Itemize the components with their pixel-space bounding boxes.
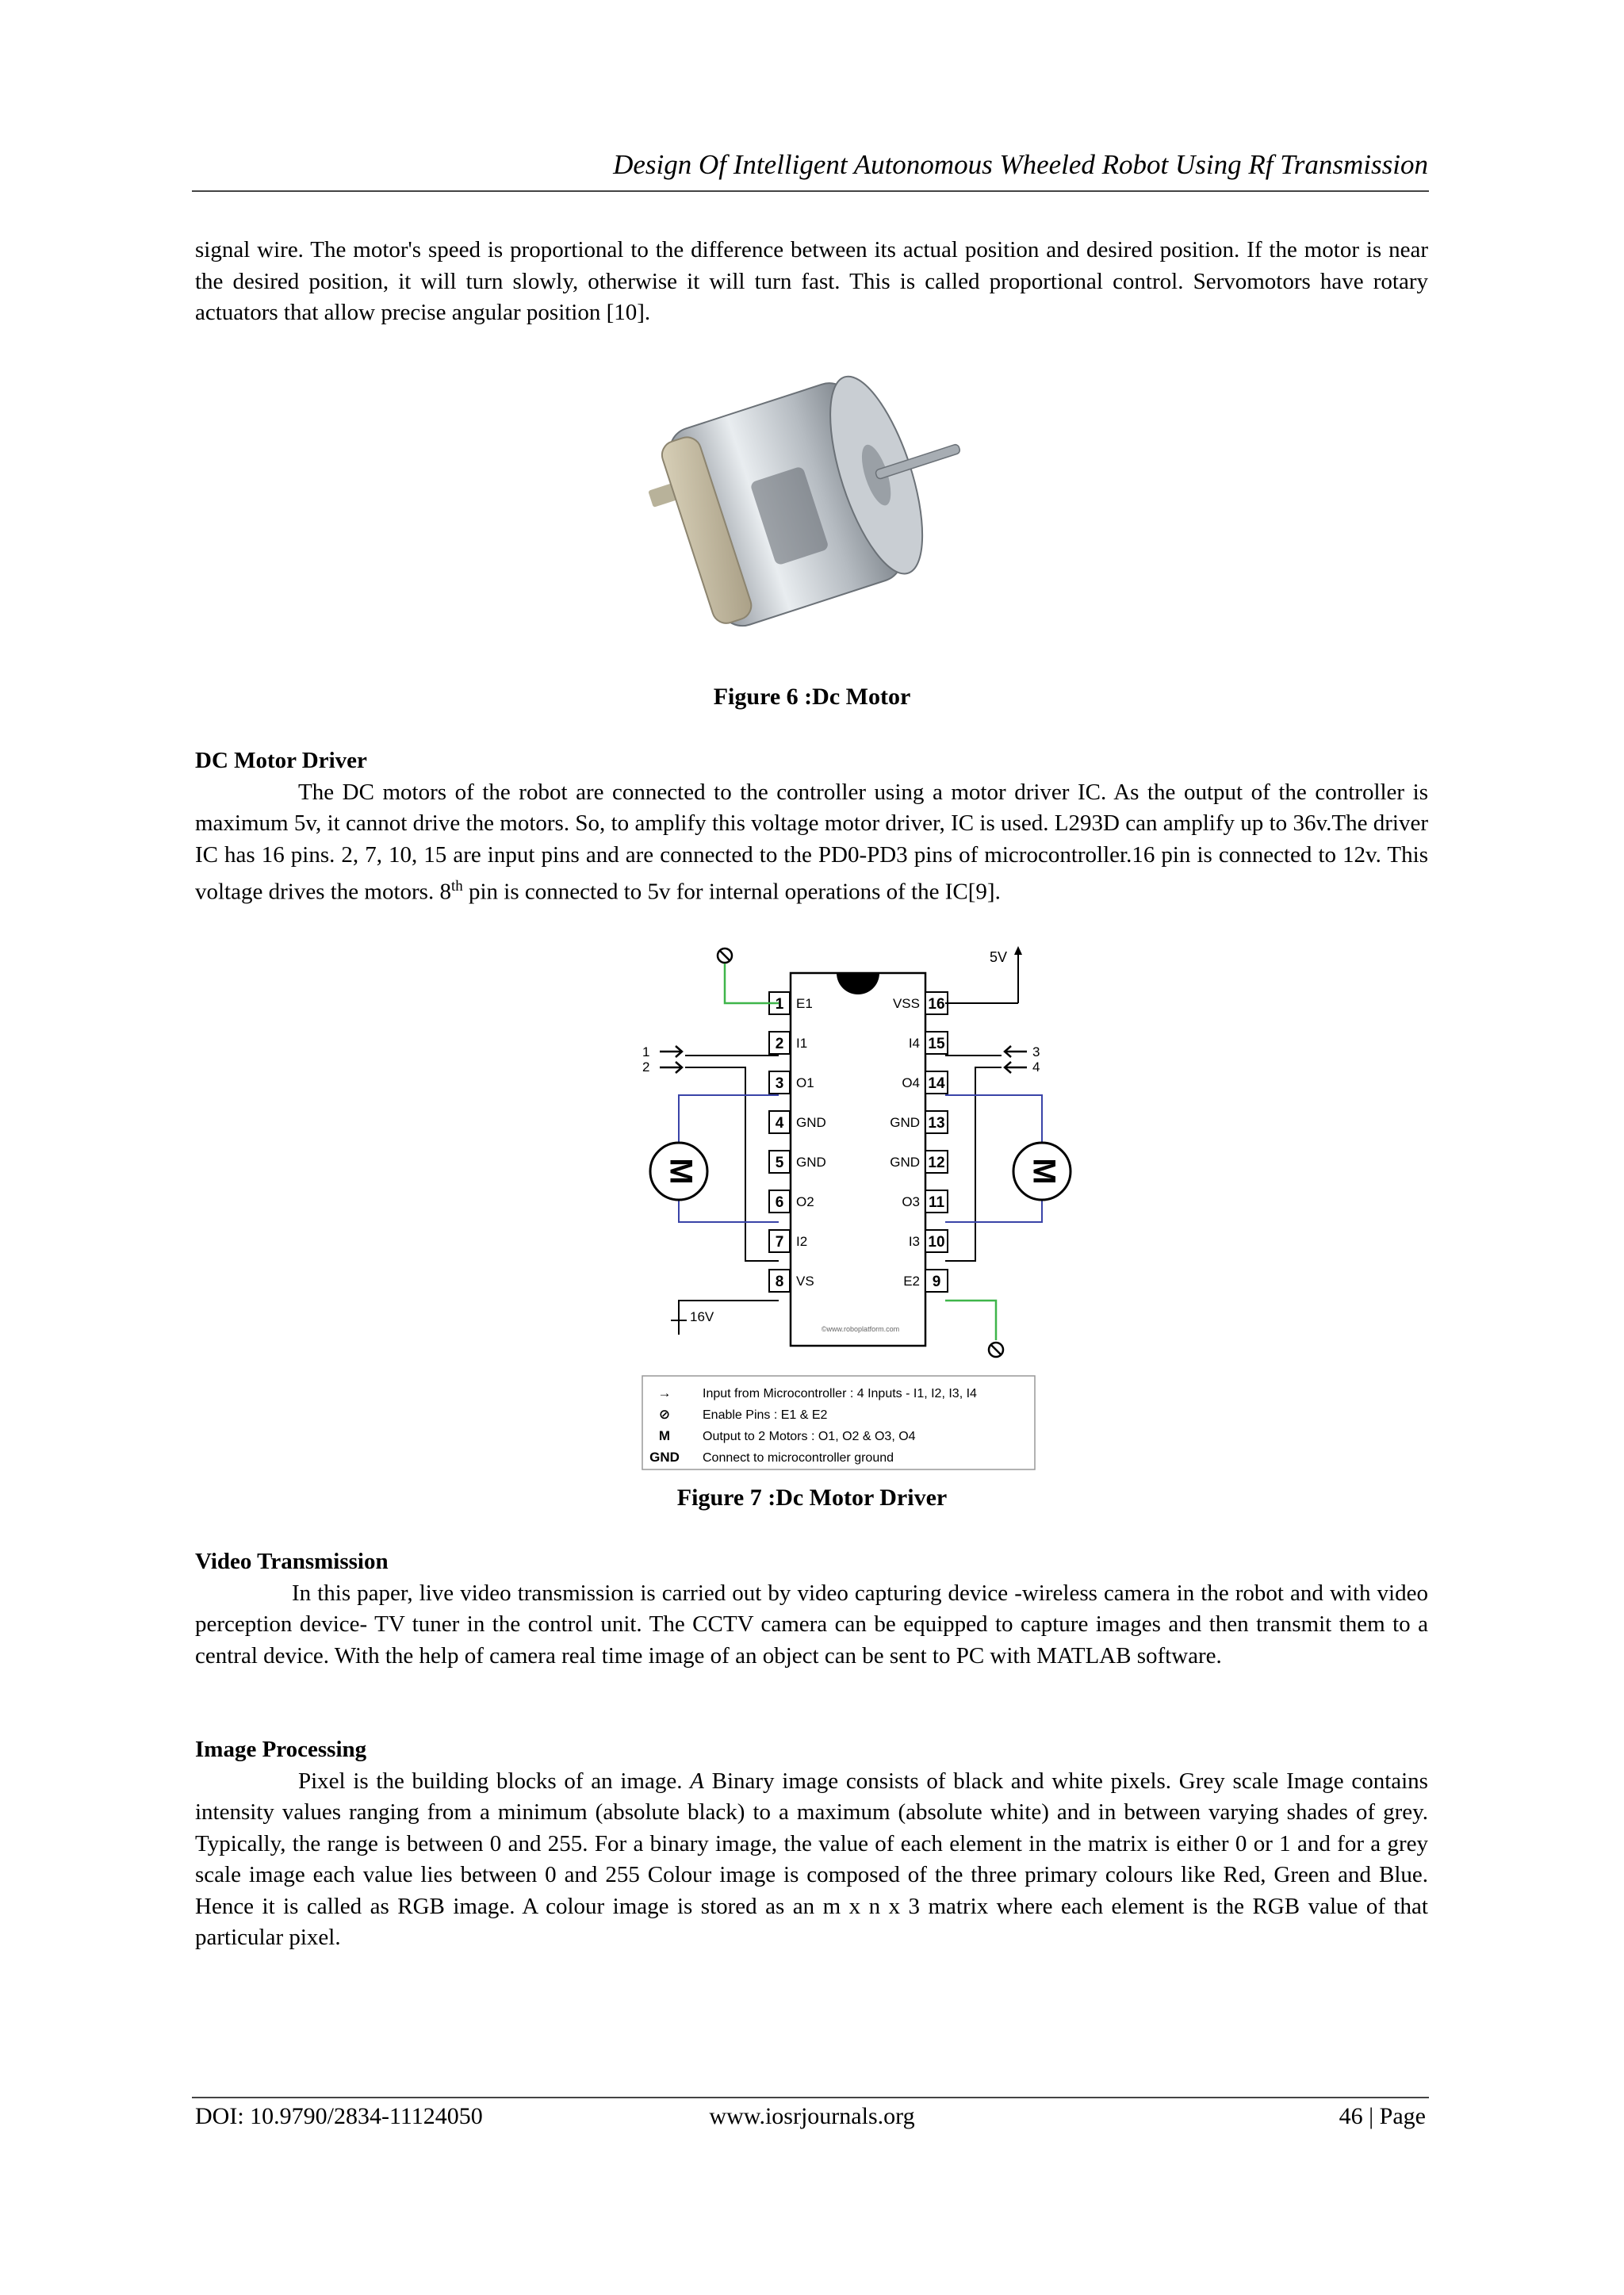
i3-wire (945, 1067, 1002, 1261)
intro-paragraph (195, 235, 1428, 329)
pin-label-right: O3 (902, 1194, 920, 1209)
watermark: ©www.roboplatform.com (821, 1325, 900, 1333)
ordinal-superscript: th (450, 878, 463, 895)
image-processing-part-b: Binary image consists of black and white pixels. Grey scale Image contains intensity values ranging from a minimum (absolute black) to a maximum (absolute white) and in between varying shades of grey. Typically, the range is between 0 and 255. For a binary image, the value of each element in the matrix is either 0 or 1 and for a grey scale image each value lies between 0 and 255 Colour image is composed of the three primary colours like Red, Green and Blue. Hence it is called as RGB image. A colour image is stored as an m x n x 3 matrix where each element is the RGB value of that particular pixel. (195, 1768, 1428, 1950)
pin-number-left: 8 (775, 1274, 784, 1290)
pin-number-left: 4 (775, 1115, 784, 1132)
o3-wire (945, 1200, 1042, 1222)
intro-text: signal wire. The motor's speed is proportional to the difference between its actual position and desired position. If the motor is near the desired position, it will turn slowly, otherwise it will turn fast. This is called proportional control. Servomotors have rotary actuators that allow precise angular position [10]. (195, 237, 1428, 325)
e2-wire (945, 1301, 996, 1340)
legend-text: Connect to microcontroller ground (703, 1451, 894, 1465)
pin-number-left: 2 (775, 1036, 784, 1052)
figure-7-caption: Figure 7 :Dc Motor Driver (676, 1485, 948, 1511)
footer-site: www.iosrjournals.org (709, 2103, 915, 2129)
pin-label-left: I2 (796, 1234, 808, 1249)
figure-6-caption: Figure 6 :Dc Motor (713, 684, 911, 710)
pin-label-left: GND (796, 1155, 826, 1170)
dc-motor-figure (619, 349, 991, 642)
legend-text: Enable Pins : E1 & E2 (703, 1408, 828, 1422)
driver-text-part-1: The DC motors of the robot are connected to the controller using a motor driver IC. As the output of the controller is maximum 5v, it cannot drive the motors. So, to amplify this voltage motor driver, IC is used. L293D can amplify up to 36v.The driver IC has 16 pins. 2, 7, 10, 15 are input pins and are connected to the PD0-PD3 pins of microcontroller.16 pin is connected to 12v. This voltage drives the motors. 8 (195, 779, 1428, 905)
vs-16v-label: 16V (690, 1309, 714, 1324)
pin-label-left: O2 (796, 1194, 814, 1209)
video-transmission-heading: Video Transmission (195, 1549, 389, 1574)
l293d-pinout-diagram (626, 940, 1062, 1475)
footer-doi: DOI: 10.9790/2834-11124050 (195, 2103, 483, 2129)
input-num-3: 3 (1032, 1044, 1040, 1059)
image-processing-italic: A (690, 1768, 704, 1794)
pin-number-right: 10 (928, 1234, 945, 1251)
pin-number-right: 12 (928, 1155, 945, 1171)
running-title: Design Of Intelligent Autonomous Wheeled Robot Using Rf Transmission (613, 149, 1428, 180)
pin-label-left: O1 (796, 1075, 814, 1090)
video-transmission-section (195, 1546, 1428, 1672)
enable-slash (720, 951, 730, 960)
footer-page-number: 46 | Page (1339, 2103, 1426, 2129)
pin-label-right: GND (890, 1115, 920, 1130)
pin-label-left: VS (796, 1274, 814, 1289)
supply-arrow-icon (1014, 946, 1022, 955)
o1-wire (679, 1095, 779, 1143)
legend-text: Input from Microcontroller : 4 Inputs - I1, I2, I3, I4 (703, 1387, 977, 1400)
o2-wire (679, 1200, 779, 1222)
left-motor-label: M (663, 1158, 699, 1185)
pin-number-right: 16 (928, 996, 945, 1013)
o4-wire (945, 1095, 1042, 1143)
supply-5v-label: 5V (990, 949, 1008, 965)
pin-label-right: GND (890, 1155, 920, 1170)
pin-number-left: 7 (775, 1234, 784, 1251)
driver-text-part-2: pin is connected to 5v for internal operations of the IC[9]. (462, 879, 1001, 905)
image-processing-text (195, 1766, 1428, 1954)
legend-symbol: M (658, 1428, 671, 1443)
pin-number-right: 15 (928, 1036, 945, 1052)
legend-text: Output to 2 Motors : O1, O2 & O3, O4 (703, 1430, 916, 1443)
pin-number-left: 5 (775, 1155, 784, 1171)
pin-number-right: 13 (928, 1115, 945, 1132)
pin-number-right: 14 (928, 1075, 945, 1092)
dc-motor-driver-heading: DC Motor Driver (195, 748, 367, 773)
video-transmission-text: In this paper, live video transmission is carried out by video capturing device -wireless camera in the robot and with video perception device- TV tuner in the control unit. The CCTV camera can be equipped to capture images and then transmit them to a central device. With the help of camera real time image of an object can be sent to PC with MATLAB software. (195, 1580, 1428, 1669)
pin-number-right: 11 (928, 1194, 945, 1211)
legend-symbol: ⊘ (658, 1407, 671, 1422)
pin-label-right: E2 (903, 1274, 920, 1289)
enable-slash-2 (991, 1345, 1001, 1354)
dc-motor-driver-text (195, 777, 1428, 909)
pin-number-left: 1 (775, 996, 784, 1013)
input-num-2: 2 (642, 1059, 650, 1075)
input-num-4: 4 (1032, 1059, 1040, 1075)
image-processing-heading: Image Processing (195, 1737, 367, 1762)
right-motor-label: M (1026, 1158, 1062, 1185)
pin-label-left: I1 (796, 1036, 808, 1051)
pin-label-right: O4 (902, 1075, 920, 1090)
footer-rule (192, 2097, 1429, 2098)
legend-symbol: GND (649, 1450, 680, 1465)
input-num-1: 1 (642, 1044, 650, 1059)
legend-symbol: → (657, 1385, 672, 1400)
dc-motor-driver-section (195, 745, 1428, 908)
pin-label-right: VSS (892, 996, 920, 1011)
pin-label-right: I3 (908, 1234, 920, 1249)
pin-label-right: I4 (908, 1036, 920, 1051)
pin-number-left: 3 (775, 1075, 784, 1092)
pin-number-left: 6 (775, 1194, 784, 1211)
image-processing-part-a: Pixel is the building blocks of an image. (298, 1768, 691, 1794)
header-rule (192, 190, 1429, 192)
pin-label-left: GND (796, 1115, 826, 1130)
pin-number-right: 9 (932, 1274, 941, 1290)
pin-label-left: E1 (796, 996, 813, 1011)
image-processing-section (195, 1734, 1428, 1954)
